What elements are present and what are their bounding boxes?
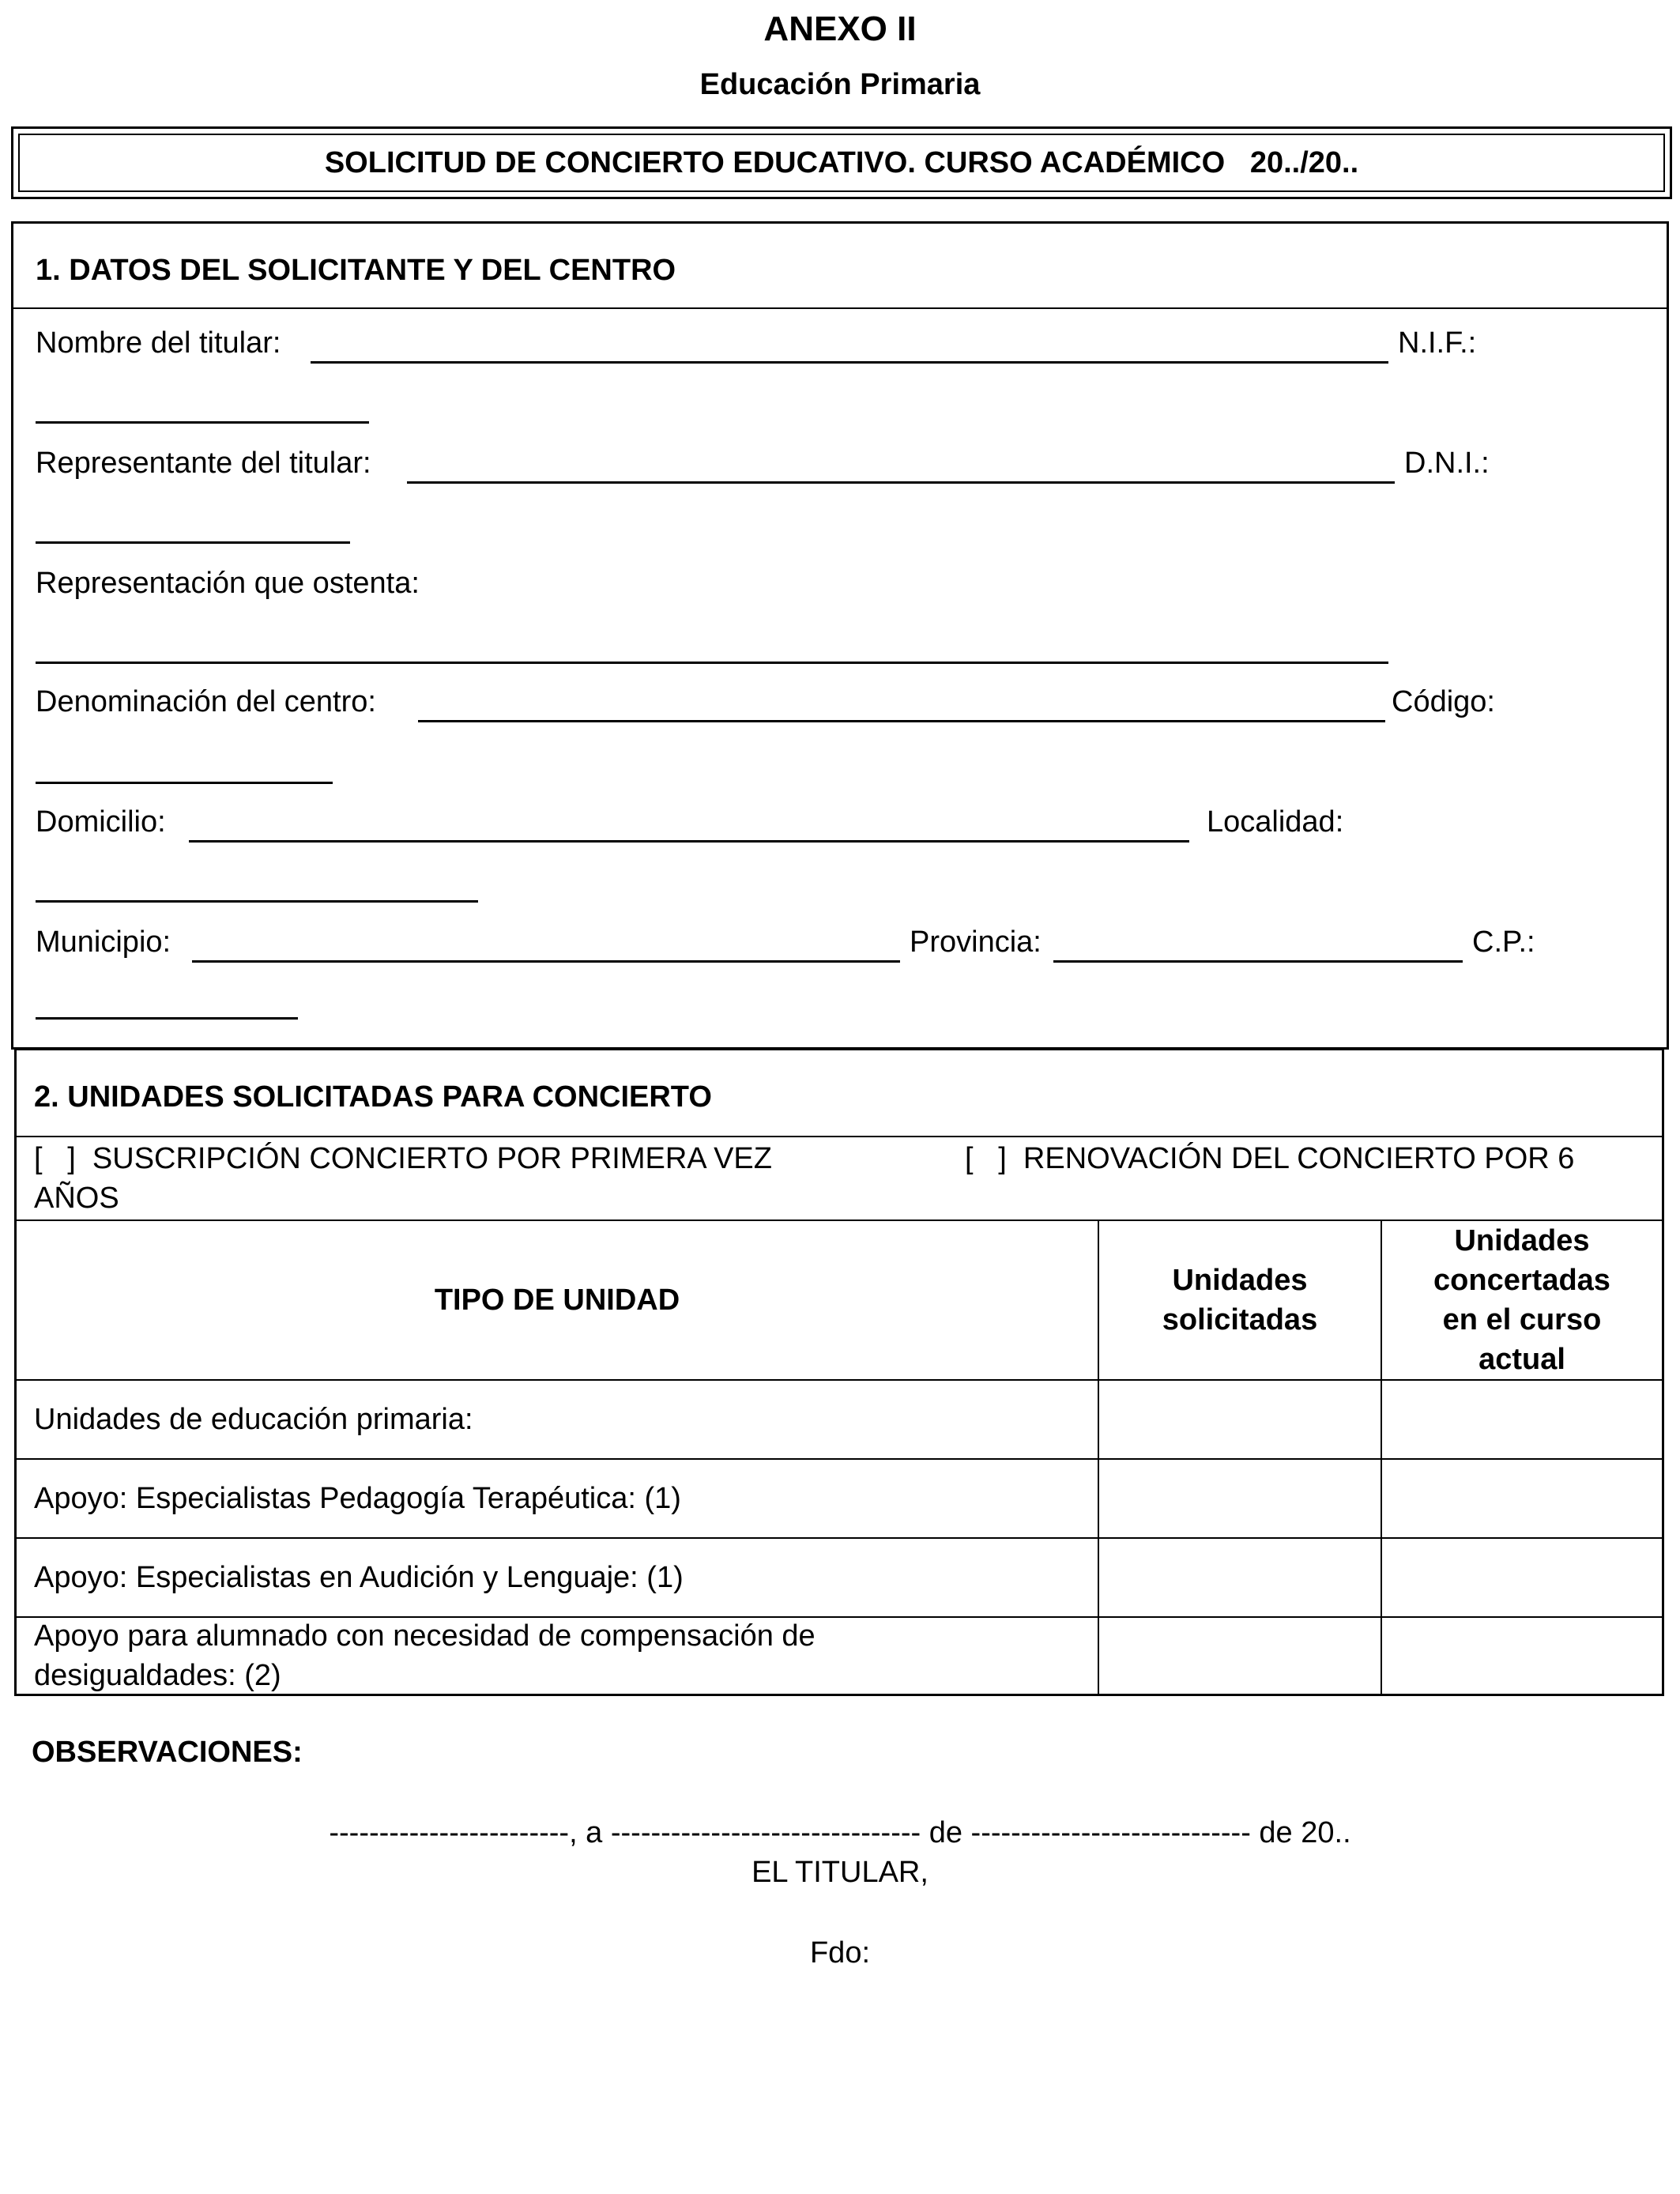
unit-type-header: TIPO DE UNIDAD xyxy=(434,1284,680,1317)
locality-label: Localidad: xyxy=(1207,805,1344,839)
request-title-box xyxy=(11,126,1672,199)
current-units-header-line3: en el curso xyxy=(1442,1303,1602,1336)
signer-title: EL TITULAR, xyxy=(751,1856,929,1889)
requested-units-section xyxy=(14,1048,1664,1696)
representation-label: Representación que ostenta: xyxy=(36,567,420,600)
requested-units-header xyxy=(1099,1221,1381,1379)
postal-code-label: C.P.: xyxy=(1472,925,1535,959)
address-field[interactable] xyxy=(189,840,1189,843)
request-title: SOLICITUD DE CONCIERTO EDUCATIVO. CURSO ACADÉMICO 20../20.. xyxy=(18,134,1665,192)
section2-header-divider xyxy=(17,1136,1662,1137)
dni-field[interactable] xyxy=(36,541,350,544)
nif-label: N.I.F.: xyxy=(1398,326,1477,360)
municipality-label: Municipio: xyxy=(36,925,171,959)
holder-name-field[interactable] xyxy=(311,361,1388,364)
current-units-header xyxy=(1382,1221,1662,1379)
province-label: Provincia: xyxy=(910,925,1042,959)
province-field[interactable] xyxy=(1053,960,1463,963)
renewal-option-continuation: AÑOS xyxy=(34,1182,119,1215)
table-row-type: Apoyo: Especialistas en Audición y Lenguaje: (1) xyxy=(34,1561,684,1594)
requested-units-header-line2: solicitadas xyxy=(1162,1303,1318,1336)
address-label: Domicilio: xyxy=(36,805,166,839)
table-row-type: Apoyo para alumnado con necesidad de compensación de xyxy=(34,1619,816,1653)
table-row-type: Apoyo: Especialistas Pedagogía Terapéutica: (1) xyxy=(34,1482,681,1515)
applicant-center-section xyxy=(11,221,1669,1050)
renewal-option[interactable]: [ ] RENOVACIÓN DEL CONCIERTO POR 6 xyxy=(965,1142,1575,1175)
center-name-field[interactable] xyxy=(418,720,1385,722)
locality-field[interactable] xyxy=(36,900,478,903)
code-field[interactable] xyxy=(36,782,333,784)
code-label: Código: xyxy=(1392,685,1495,718)
table-row-divider xyxy=(17,1458,1662,1460)
holder-name-label: Nombre del titular: xyxy=(36,326,281,360)
current-units-header-line2: concertadas xyxy=(1433,1264,1610,1297)
observations-label: OBSERVACIONES: xyxy=(32,1736,303,1769)
signature-label: Fdo: xyxy=(809,1936,871,1970)
table-header-divider xyxy=(17,1379,1662,1381)
table-row-type: Unidades de educación primaria: xyxy=(34,1403,473,1436)
section2-title: 2. UNIDADES SOLICITADAS PARA CONCIERTO xyxy=(34,1080,712,1114)
municipality-field[interactable] xyxy=(192,960,900,963)
place-date-line[interactable]: ------------------------, a ------------------------------- de ---------------------------- de 20.. xyxy=(329,1816,1351,1849)
representative-field[interactable] xyxy=(407,481,1395,484)
postal-code-field[interactable] xyxy=(36,1017,298,1020)
center-name-label: Denominación del centro: xyxy=(36,685,376,718)
nif-field[interactable] xyxy=(36,421,369,424)
section1-title: 1. DATOS DEL SOLICITANTE Y DEL CENTRO xyxy=(36,254,676,287)
representative-label: Representante del titular: xyxy=(36,447,371,480)
table-row-type-continuation: desigualdades: (2) xyxy=(34,1659,281,1692)
document-subtitle: Educación Primaria xyxy=(699,68,981,101)
current-units-header-line4: actual xyxy=(1478,1343,1565,1376)
annex-title: ANEXO II xyxy=(763,9,917,48)
representation-field[interactable] xyxy=(36,662,1388,664)
requested-units-header-line1: Unidades xyxy=(1172,1264,1308,1297)
current-units-header-line1: Unidades xyxy=(1454,1224,1590,1257)
dni-label: D.N.I.: xyxy=(1404,447,1490,480)
table-row-divider xyxy=(17,1537,1662,1539)
section1-header xyxy=(13,224,1667,309)
first-subscription-option[interactable]: [ ] SUSCRIPCIÓN CONCIERTO POR PRIMERA VEZ xyxy=(34,1142,772,1175)
